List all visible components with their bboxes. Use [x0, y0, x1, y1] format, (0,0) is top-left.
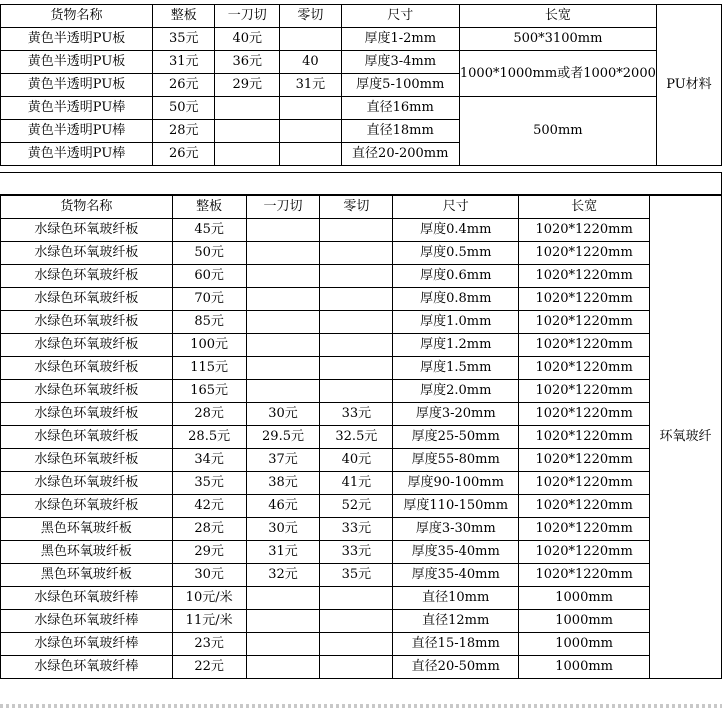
size-cell[interactable]: 直径20-200mm	[341, 143, 459, 166]
size-cell[interactable]: 厚度2.0mm	[393, 380, 519, 403]
table-row	[1, 219, 722, 242]
name-cell[interactable]: 黄色半透明PU板	[1, 51, 153, 74]
one-cut-price-cell[interactable]: 36元	[215, 51, 280, 74]
zero-cut-price-cell[interactable]	[280, 97, 342, 120]
one-cut-price-cell[interactable]	[215, 97, 280, 120]
table-row	[1, 51, 722, 74]
one-cut-price-cell[interactable]	[246, 357, 320, 380]
epoxy-price-table	[0, 195, 722, 679]
one-cut-price-cell[interactable]: 29元	[215, 74, 280, 97]
table-row	[1, 311, 722, 334]
one-cut-price-cell[interactable]: 30元	[246, 518, 320, 541]
one-cut-price-cell[interactable]	[215, 143, 280, 166]
dims-cell[interactable]: 1020*1220mm	[519, 564, 650, 587]
zero-cut-price-cell[interactable]	[320, 242, 393, 265]
zero-cut-price-cell[interactable]	[320, 610, 393, 633]
one-cut-price-cell[interactable]: 40元	[215, 28, 280, 51]
size-cell[interactable]: 厚度0.4mm	[393, 219, 519, 242]
table-row	[1, 656, 722, 679]
whole-price-cell[interactable]: 42元	[172, 495, 246, 518]
category-cell[interactable]: 环氧玻纤	[650, 196, 722, 679]
zero-cut-price-cell[interactable]: 52元	[320, 495, 393, 518]
dims-cell[interactable]: 1020*1220mm	[519, 495, 650, 518]
table-row	[1, 495, 722, 518]
sheet-tab-strip	[0, 704, 722, 708]
one-cut-price-cell[interactable]	[246, 633, 320, 656]
table-spacer-row	[0, 172, 722, 195]
zero-cut-price-cell[interactable]: 33元	[320, 518, 393, 541]
table-row	[1, 541, 722, 564]
table-row	[1, 472, 722, 495]
name-cell[interactable]: 水绿色环氧玻纤棒	[1, 587, 173, 610]
whole-price-cell[interactable]: 31元	[153, 51, 215, 74]
dims-header[interactable]: 长宽	[459, 5, 656, 28]
header-row	[1, 196, 722, 219]
name-cell[interactable]: 水绿色环氧玻纤板	[1, 219, 173, 242]
size-cell[interactable]: 厚度1.2mm	[393, 334, 519, 357]
one-cut-price-cell[interactable]: 38元	[246, 472, 320, 495]
zero-cut-price-cell[interactable]	[280, 120, 342, 143]
name-cell[interactable]: 水绿色环氧玻纤板	[1, 242, 173, 265]
whole-price-cell[interactable]: 28.5元	[172, 426, 246, 449]
one-cut-price-cell[interactable]	[246, 380, 320, 403]
dims-cell[interactable]: 1020*1220mm	[519, 219, 650, 242]
size-cell[interactable]: 直径16mm	[341, 97, 459, 120]
name-cell[interactable]: 黄色半透明PU板	[1, 28, 153, 51]
whole-price-cell[interactable]: 35元	[153, 28, 215, 51]
size-header[interactable]: 尺寸	[341, 5, 459, 28]
name-cell[interactable]: 水绿色环氧玻纤板	[1, 426, 173, 449]
table-row	[1, 518, 722, 541]
zero-cut-price-cell[interactable]	[320, 357, 393, 380]
table-row	[1, 403, 722, 426]
name-cell[interactable]: 水绿色环氧玻纤板	[1, 449, 173, 472]
one-cut-price-cell[interactable]	[246, 610, 320, 633]
name-cell[interactable]: 水绿色环氧玻纤板	[1, 288, 173, 311]
one-cut-price-cell[interactable]	[246, 288, 320, 311]
table-row	[1, 288, 722, 311]
whole-price-cell[interactable]: 50元	[172, 242, 246, 265]
zero-cut-price-cell[interactable]: 40	[280, 51, 342, 74]
zero-cut-price-cell[interactable]: 35元	[320, 564, 393, 587]
name-cell[interactable]: 水绿色环氧玻纤板	[1, 380, 173, 403]
dims-cell[interactable]: 1020*1220mm	[519, 357, 650, 380]
dims-cell[interactable]: 1020*1220mm	[519, 403, 650, 426]
name-cell[interactable]: 黄色半透明PU板	[1, 74, 153, 97]
dims-cell[interactable]: 500mm	[459, 97, 656, 166]
dims-cell[interactable]: 1000mm	[519, 587, 650, 610]
whole-price-cell[interactable]: 10元/米	[172, 587, 246, 610]
table-row	[1, 242, 722, 265]
table-row	[1, 265, 722, 288]
whole-price-cell[interactable]: 35元	[172, 472, 246, 495]
whole-price-cell[interactable]: 28元	[172, 403, 246, 426]
size-cell[interactable]: 直径10mm	[393, 587, 519, 610]
name-cell[interactable]: 黄色半透明PU棒	[1, 120, 153, 143]
zero-cut-price-cell[interactable]	[320, 219, 393, 242]
whole-price-cell[interactable]: 45元	[172, 219, 246, 242]
zero-cut-price-cell[interactable]	[320, 334, 393, 357]
table-row	[1, 334, 722, 357]
name-cell[interactable]: 黄色半透明PU棒	[1, 97, 153, 120]
one-cut-price-cell[interactable]	[246, 587, 320, 610]
dims-cell[interactable]: 1020*1220mm	[519, 518, 650, 541]
dims-cell[interactable]: 1020*1220mm	[519, 242, 650, 265]
one-cut-price-cell[interactable]: 32元	[246, 564, 320, 587]
dims-cell[interactable]: 1020*1220mm	[519, 541, 650, 564]
name-cell[interactable]: 水绿色环氧玻纤棒	[1, 656, 173, 679]
zero-cut-price-cell[interactable]: 32.5元	[320, 426, 393, 449]
size-cell[interactable]: 厚度35-40mm	[393, 564, 519, 587]
zero-cut-price-cell[interactable]	[280, 28, 342, 51]
whole-price-cell[interactable]: 29元	[172, 541, 246, 564]
name-cell[interactable]: 黑色环氧玻纤板	[1, 541, 173, 564]
one-cut-price-cell[interactable]	[215, 120, 280, 143]
name-header[interactable]: 货物名称	[1, 5, 153, 28]
size-cell[interactable]: 厚度0.5mm	[393, 242, 519, 265]
one-cut-price-cell[interactable]	[246, 311, 320, 334]
zero-cut-header[interactable]: 零切	[320, 196, 393, 219]
pu-price-table	[0, 4, 722, 166]
whole-price-cell[interactable]: 28元	[153, 120, 215, 143]
size-cell[interactable]: 厚度3-20mm	[393, 403, 519, 426]
dims-cell[interactable]: 1020*1220mm	[519, 449, 650, 472]
zero-cut-price-cell[interactable]	[320, 633, 393, 656]
dims-cell[interactable]: 1000*1000mm或者1000*2000	[459, 51, 656, 97]
zero-cut-price-cell[interactable]: 41元	[320, 472, 393, 495]
one-cut-price-cell[interactable]	[246, 265, 320, 288]
dims-cell[interactable]: 1020*1220mm	[519, 334, 650, 357]
one-cut-price-cell[interactable]: 29.5元	[246, 426, 320, 449]
name-cell[interactable]: 水绿色环氧玻纤棒	[1, 633, 173, 656]
table-row	[1, 426, 722, 449]
table-row	[1, 357, 722, 380]
one-cut-price-cell[interactable]: 31元	[246, 541, 320, 564]
name-cell[interactable]: 水绿色环氧玻纤板	[1, 265, 173, 288]
name-cell[interactable]: 水绿色环氧玻纤板	[1, 311, 173, 334]
zero-cut-price-cell[interactable]	[280, 143, 342, 166]
one-cut-price-cell[interactable]	[246, 334, 320, 357]
table-row	[1, 380, 722, 403]
size-cell[interactable]: 厚度5-100mm	[341, 74, 459, 97]
whole-price-cell[interactable]: 165元	[172, 380, 246, 403]
dims-cell[interactable]: 1000mm	[519, 610, 650, 633]
one-cut-price-cell[interactable]	[246, 242, 320, 265]
one-cut-price-cell[interactable]: 30元	[246, 403, 320, 426]
name-header[interactable]: 货物名称	[1, 196, 173, 219]
zero-cut-price-cell[interactable]	[320, 311, 393, 334]
size-cell[interactable]: 厚度0.8mm	[393, 288, 519, 311]
dims-cell[interactable]: 1020*1220mm	[519, 472, 650, 495]
name-cell[interactable]: 水绿色环氧玻纤板	[1, 334, 173, 357]
zero-cut-price-cell[interactable]	[320, 265, 393, 288]
table-row	[1, 610, 722, 633]
whole-price-cell[interactable]: 50元	[153, 97, 215, 120]
zero-cut-price-cell[interactable]	[320, 380, 393, 403]
one-cut-header[interactable]: 一刀切	[246, 196, 320, 219]
zero-cut-price-cell[interactable]: 33元	[320, 541, 393, 564]
whole-price-cell[interactable]: 115元	[172, 357, 246, 380]
size-cell[interactable]: 厚度0.6mm	[393, 265, 519, 288]
size-cell[interactable]: 厚度3-4mm	[341, 51, 459, 74]
table-row	[1, 449, 722, 472]
dims-cell[interactable]: 1000mm	[519, 656, 650, 679]
zero-cut-header[interactable]: 零切	[280, 5, 342, 28]
name-cell[interactable]: 黄色半透明PU棒	[1, 143, 153, 166]
size-cell[interactable]: 厚度1.5mm	[393, 357, 519, 380]
zero-cut-price-cell[interactable]: 40元	[320, 449, 393, 472]
category-cell[interactable]: PU材料	[656, 5, 721, 166]
size-cell[interactable]: 直径20-50mm	[393, 656, 519, 679]
whole-price-cell[interactable]: 70元	[172, 288, 246, 311]
zero-cut-price-cell[interactable]	[320, 656, 393, 679]
dims-header[interactable]: 长宽	[519, 196, 650, 219]
name-cell[interactable]: 黑色环氧玻纤板	[1, 518, 173, 541]
whole-price-header[interactable]: 整板	[153, 5, 215, 28]
name-cell[interactable]: 水绿色环氧玻纤棒	[1, 610, 173, 633]
dims-cell[interactable]: 1020*1220mm	[519, 265, 650, 288]
name-cell[interactable]: 水绿色环氧玻纤板	[1, 472, 173, 495]
one-cut-price-cell[interactable]: 37元	[246, 449, 320, 472]
table-row	[1, 564, 722, 587]
name-cell[interactable]: 黑色环氧玻纤板	[1, 564, 173, 587]
name-cell[interactable]: 水绿色环氧玻纤板	[1, 495, 173, 518]
whole-price-cell[interactable]: 26元	[153, 74, 215, 97]
table-row	[1, 587, 722, 610]
size-cell[interactable]: 直径12mm	[393, 610, 519, 633]
whole-price-cell[interactable]: 23元	[172, 633, 246, 656]
table-row	[1, 633, 722, 656]
whole-price-cell[interactable]: 26元	[153, 143, 215, 166]
whole-price-cell[interactable]: 11元/米	[172, 610, 246, 633]
dims-cell[interactable]: 1020*1220mm	[519, 380, 650, 403]
size-cell[interactable]: 直径15-18mm	[393, 633, 519, 656]
name-cell[interactable]: 水绿色环氧玻纤板	[1, 403, 173, 426]
table-row	[1, 28, 722, 51]
zero-cut-price-cell[interactable]: 31元	[280, 74, 342, 97]
whole-price-cell[interactable]: 28元	[172, 518, 246, 541]
dims-cell[interactable]: 1020*1220mm	[519, 311, 650, 334]
size-cell[interactable]: 厚度90-100mm	[393, 472, 519, 495]
zero-cut-price-cell[interactable]	[320, 587, 393, 610]
dims-cell[interactable]: 1020*1220mm	[519, 426, 650, 449]
dims-cell[interactable]: 500*3100mm	[459, 28, 656, 51]
size-cell[interactable]: 厚度110-150mm	[393, 495, 519, 518]
size-cell[interactable]: 直径18mm	[341, 120, 459, 143]
size-cell[interactable]: 厚度55-80mm	[393, 449, 519, 472]
one-cut-price-cell[interactable]	[246, 656, 320, 679]
name-cell[interactable]: 水绿色环氧玻纤板	[1, 357, 173, 380]
zero-cut-price-cell[interactable]	[320, 288, 393, 311]
whole-price-cell[interactable]: 34元	[172, 449, 246, 472]
size-header[interactable]: 尺寸	[393, 196, 519, 219]
header-row	[1, 5, 722, 28]
dims-cell[interactable]: 1000mm	[519, 633, 650, 656]
table-row	[1, 97, 722, 120]
one-cut-header[interactable]: 一刀切	[215, 5, 280, 28]
whole-price-cell[interactable]: 22元	[172, 656, 246, 679]
size-cell[interactable]: 厚度1-2mm	[341, 28, 459, 51]
size-cell[interactable]: 厚度1.0mm	[393, 311, 519, 334]
whole-price-cell[interactable]: 60元	[172, 265, 246, 288]
size-cell[interactable]: 厚度35-40mm	[393, 541, 519, 564]
dims-cell[interactable]: 1020*1220mm	[519, 288, 650, 311]
whole-price-cell[interactable]: 85元	[172, 311, 246, 334]
whole-price-cell[interactable]: 100元	[172, 334, 246, 357]
zero-cut-price-cell[interactable]: 33元	[320, 403, 393, 426]
one-cut-price-cell[interactable]: 46元	[246, 495, 320, 518]
size-cell[interactable]: 厚度25-50mm	[393, 426, 519, 449]
one-cut-price-cell[interactable]	[246, 219, 320, 242]
whole-price-cell[interactable]: 30元	[172, 564, 246, 587]
size-cell[interactable]: 厚度3-30mm	[393, 518, 519, 541]
whole-price-header[interactable]: 整板	[172, 196, 246, 219]
